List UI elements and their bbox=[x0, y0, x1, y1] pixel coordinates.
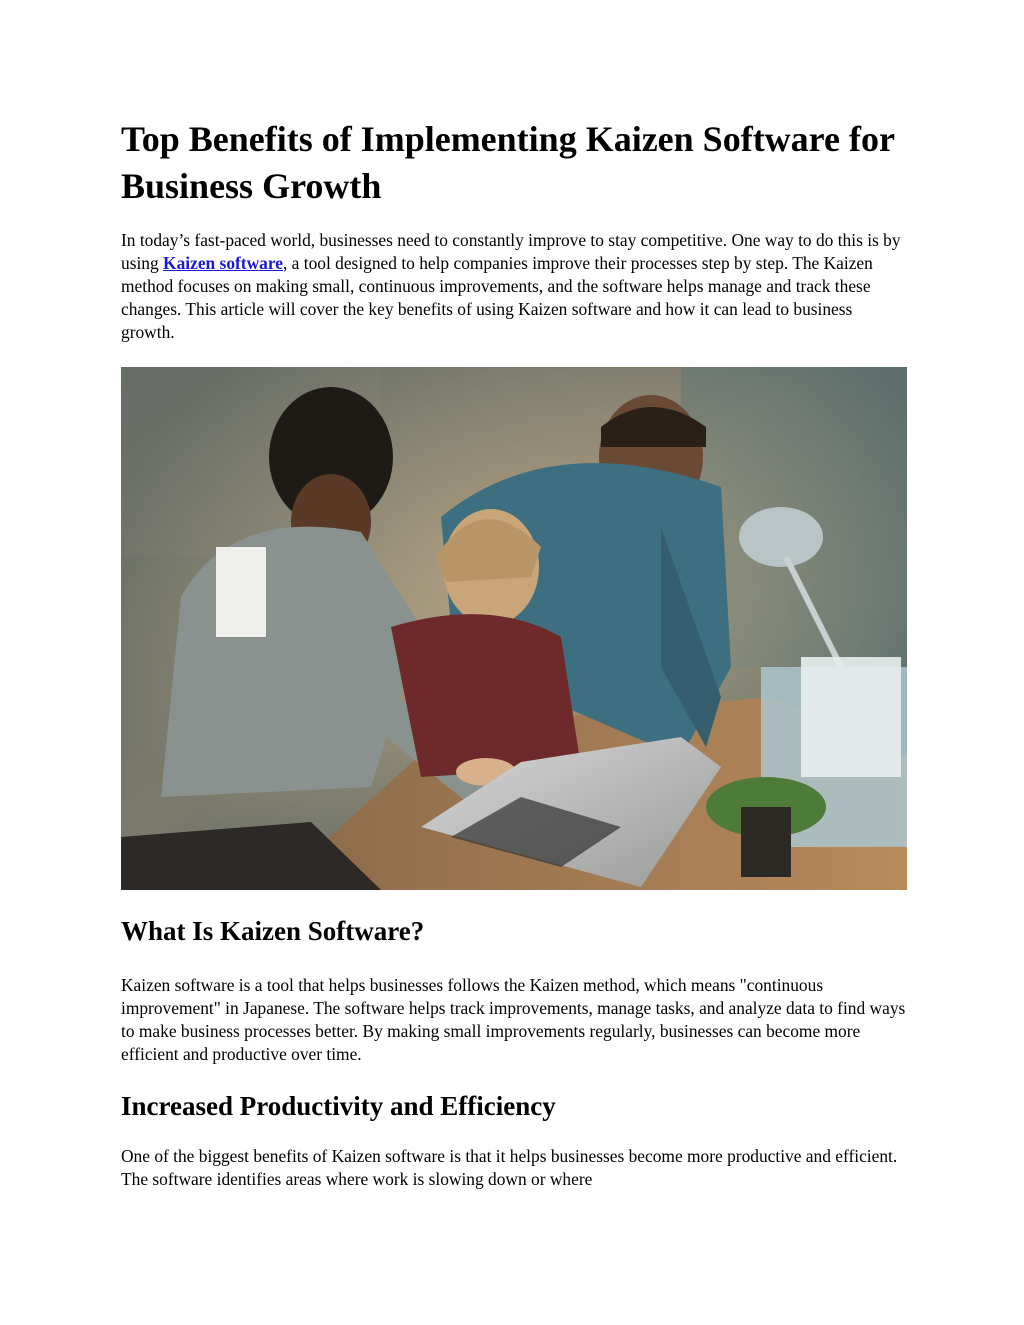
article-title: Top Benefits of Implementing Kaizen Software for Business Growth bbox=[121, 119, 895, 206]
section-heading-productivity: Increased Productivity and Efficiency bbox=[121, 1091, 556, 1121]
intro-paragraph bbox=[121, 229, 907, 344]
intro-text-before-link: In today’s fast-paced world, businesses need to constantly improve to stay competitive. One way to do this is by using bbox=[121, 230, 901, 273]
section-body-what-is: Kaizen software is a tool that helps businesses follows the Kaizen method, which means "continuous improvement" in Japanese. The software helps track improvements, manage tasks, and analyze data to find ways to make business processes better. By making small improvements regularly, businesses can become more efficient and productive over time. bbox=[121, 975, 906, 1064]
kaizen-software-link[interactable]: Kaizen software bbox=[163, 253, 283, 273]
section-heading-what-is: What Is Kaizen Software? bbox=[121, 916, 425, 946]
intro-text-after-link: , a tool designed to help companies improve their processes step by step. The Kaizen method focuses on making small, continuous improvements, and the software helps manage and track these changes. This article will cover the key benefits of using Kaizen software and how it can lead to business growth. bbox=[121, 253, 873, 342]
team-at-laptop-photo bbox=[121, 367, 907, 890]
section-body-productivity: One of the biggest benefits of Kaizen software is that it helps businesses become more productive and efficient. The software identifies areas where work is slowing down or where bbox=[121, 1146, 898, 1189]
